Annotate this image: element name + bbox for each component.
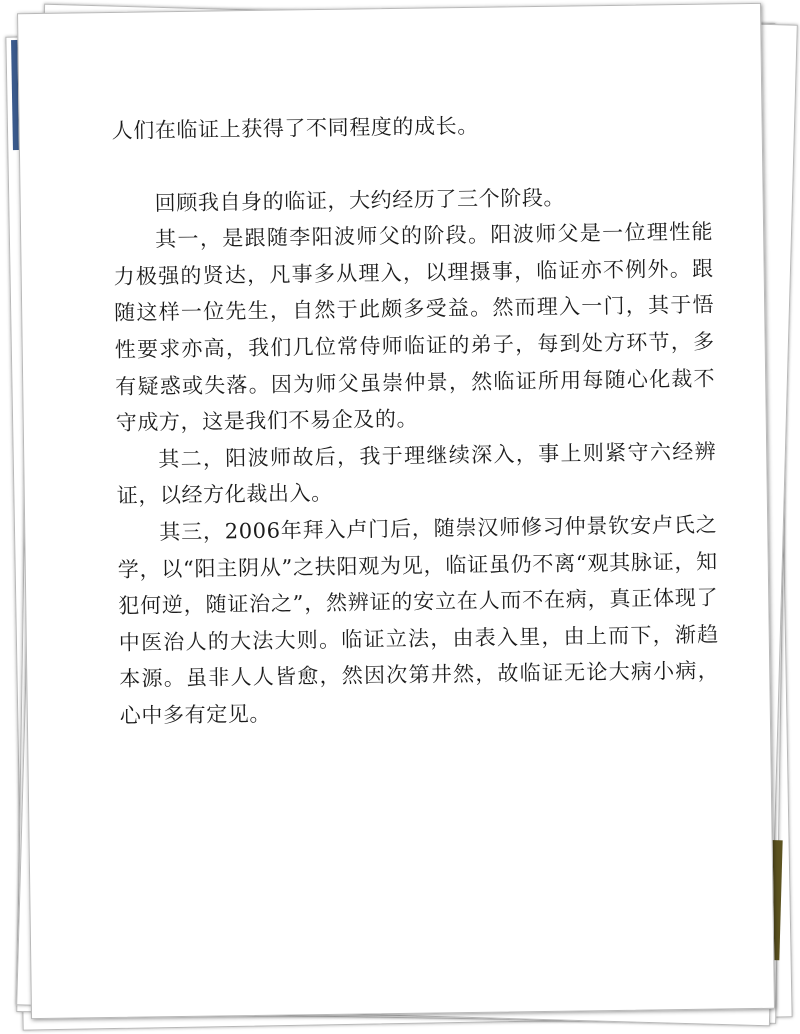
document-body xyxy=(111,105,720,735)
paragraph-1: 人们在临证上获得了不同程度的成长。 xyxy=(111,113,480,143)
paragraph-4: 其二，阳波师故后，我于理继续深入，事上则紧守六经辨证，以经方化裁出入。 xyxy=(116,439,717,509)
paragraph-2: 回顾我自身的临证，大约经历了三个阶段。 xyxy=(154,185,566,215)
paragraph-3: 其一，是跟随李阳波师父的阶段。阳波师父是一位理性能力极强的贤达，凡事多从理入，以理摄事，临证亦不例外。跟随这样一位先生，自然于此颇多受益。然而理入一门，其于悟性要求亦高，我们几位常侍师临证的弟子，每到处方环节，多有疑惑或失落。因为师父虽崇仲景，然临证所用每随心化裁不守成方，这是我们不易企及的。 xyxy=(113,219,716,436)
document-page xyxy=(17,3,775,1019)
paragraph-5: 其三，2006年拜入卢门后，随崇汉师修习仲景钦安卢氏之学，以“阳主阴从”之扶阳观为见，临证虽仍不离“观其脉证，知犯何逆，随证治之”，然辨证的安立在人而不在病，真正体现了中医治人的大法大则。临证立法，由表入里，由上而下，渐趋本源。虽非人人皆愈，然因次第井然，故临证无论大病小病，心中多有定见。 xyxy=(117,512,720,728)
